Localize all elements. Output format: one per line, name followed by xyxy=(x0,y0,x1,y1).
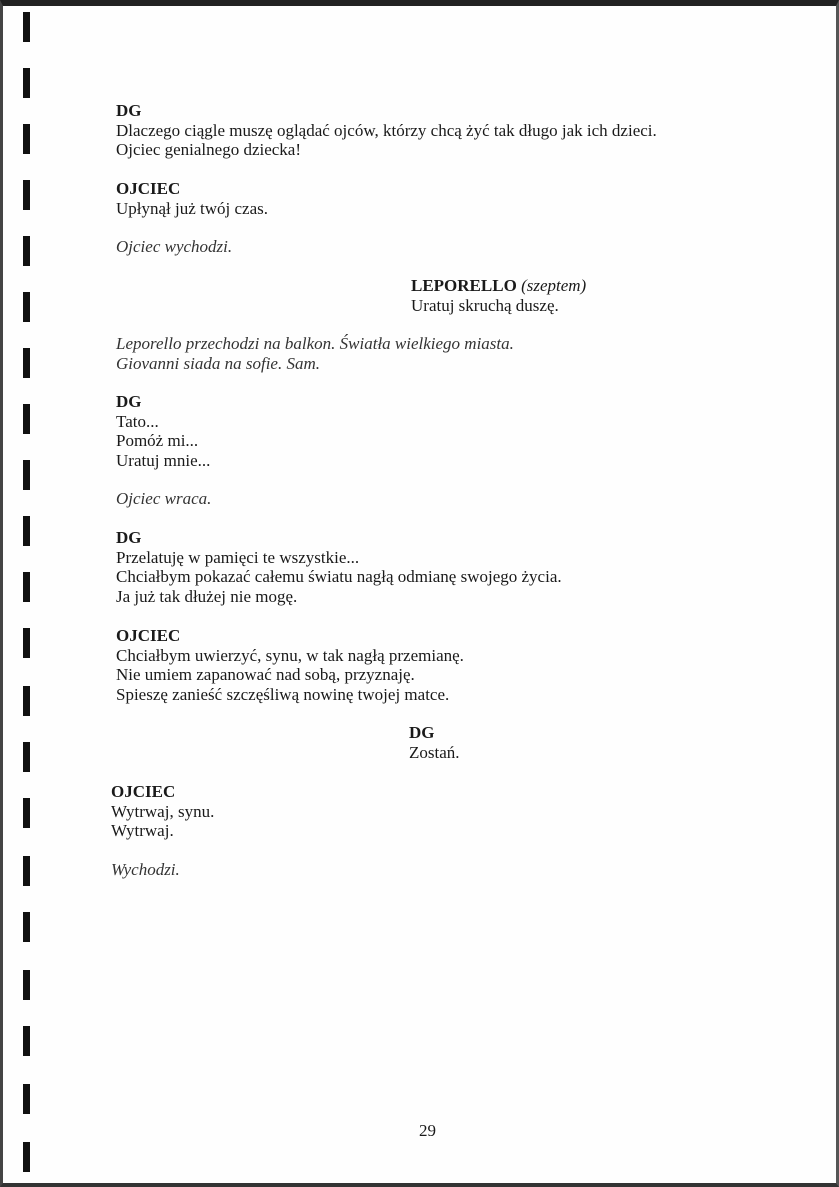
speaker-name: DG xyxy=(116,528,142,547)
stage-direction-line: Giovanni siada na sofie. Sam. xyxy=(116,353,320,373)
dialogue-line: Pomóż mi... xyxy=(116,431,199,450)
stage-direction xyxy=(116,237,232,257)
dialogue-block xyxy=(111,782,214,841)
speaker-name: DG xyxy=(116,101,142,120)
page-number: 29 xyxy=(419,1121,436,1140)
stage-direction-line: Ojciec wraca. xyxy=(116,489,212,508)
speaker-direction: (szeptem) xyxy=(521,276,587,295)
speaker-name-text: LEPORELLO xyxy=(411,276,517,295)
dialogue-line: Zostań. xyxy=(409,742,460,762)
stage-direction xyxy=(111,860,180,880)
dialogue-line: Wytrwaj. xyxy=(111,821,174,840)
dialogue-line: Uratuj mnie... xyxy=(116,450,211,470)
dialogue-line: Chciałbym uwierzyć, synu, w tak nagłą przemianę. xyxy=(116,645,464,665)
speaker-name: OJCIEC xyxy=(116,179,181,198)
dialogue-line: Nie umiem zapanować nad sobą, przyznaję. xyxy=(116,665,415,684)
stage-direction xyxy=(116,489,211,509)
speaker-name: OJCIEC xyxy=(111,782,176,801)
dialogue-block xyxy=(116,101,657,160)
dialogue-line: Przelatuję w pamięci te wszystkie... xyxy=(116,547,360,567)
stage-direction-line: Leporello przechodzi na balkon. Światła wielkiego miasta. xyxy=(116,334,514,353)
speaker-name: DG xyxy=(409,723,435,742)
speaker-name: OJCIEC xyxy=(116,626,181,645)
stage-direction-line: Ojciec wychodzi. xyxy=(116,237,233,256)
dialogue-line: Dlaczego ciągle muszę oglądać ojców, którzy chcą żyć tak długo jak ich dzieci. xyxy=(116,120,657,140)
stage-direction-line: Wychodzi. xyxy=(111,860,180,879)
dialogue-line: Ja już tak dłużej nie mogę. xyxy=(116,586,298,606)
dialogue-line: Ojciec genialnego dziecka! xyxy=(116,140,302,159)
dialogue-line: Chciałbym pokazać całemu światu nagłą odmianę swojego życia. xyxy=(116,567,562,586)
speaker-name xyxy=(411,276,586,296)
dialogue-line: Wytrwaj, synu. xyxy=(111,801,215,821)
dialogue-block xyxy=(409,723,460,762)
stage-direction xyxy=(116,334,514,373)
speaker-name: DG xyxy=(116,392,142,411)
dialogue-line: Upłynął już twój czas. xyxy=(116,198,269,218)
dialogue-block xyxy=(411,276,586,315)
dialogue-line: Spieszę zanieść szczęśliwą nowinę twojej matce. xyxy=(116,684,450,704)
dialogue-line: Tato... xyxy=(116,411,159,431)
dialogue-line: Uratuj skruchą duszę. xyxy=(411,295,559,315)
dialogue-block xyxy=(116,528,562,606)
dialogue-block xyxy=(116,392,210,470)
dialogue-block xyxy=(116,179,268,218)
dialogue-block xyxy=(116,626,464,704)
